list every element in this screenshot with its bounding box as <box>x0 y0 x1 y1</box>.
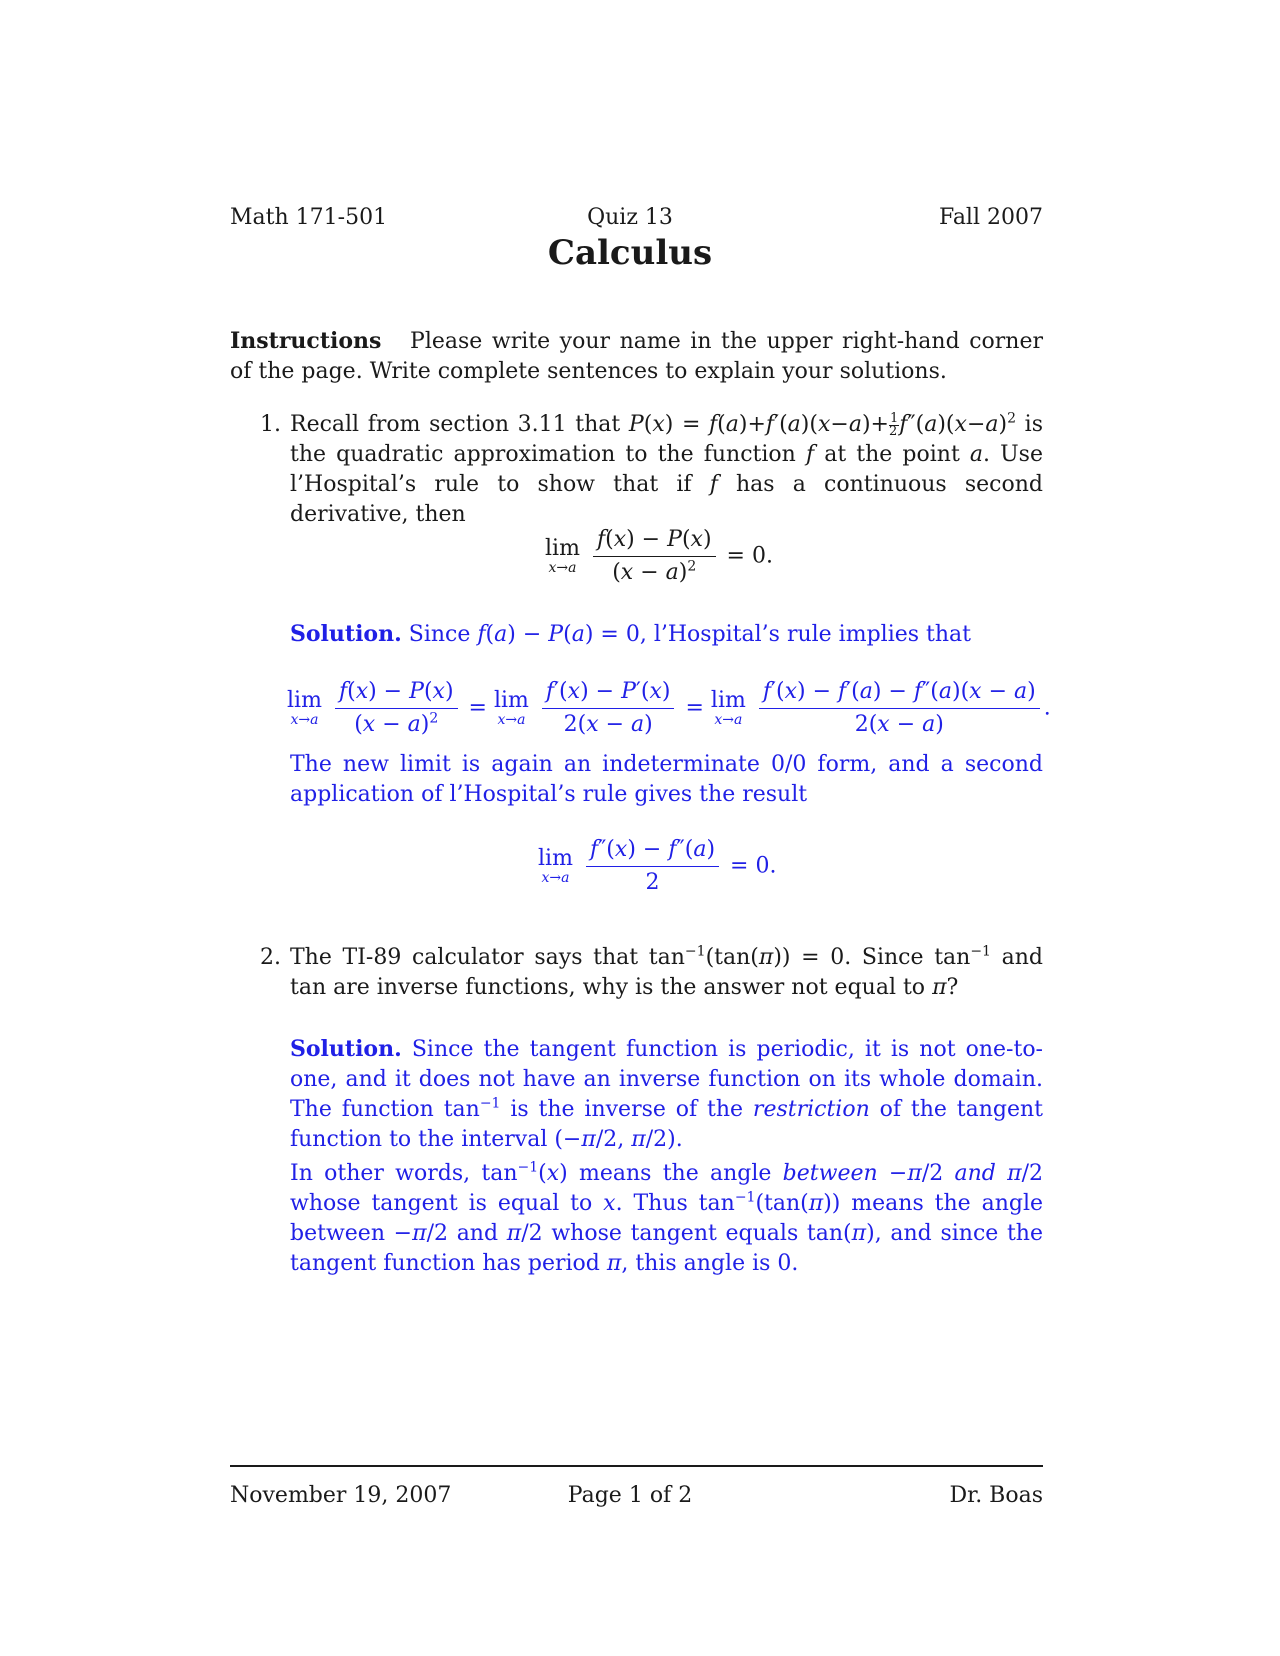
solution-2-paragraph-2: In other words, $\tan^{-1}(x)$ means the angle between −π/2 and π/2 whose tangent is equal to x. Thus $\tan^{-1}(\tan(\pi))$ means the angle between −π/2 and π/2 whose tangent equals tan(π), and since the tangent function has period π, this angle is 0. <box>290 1159 1044 1276</box>
solution-1-intro: Solution. Since f(a) − P(a) = 0, l’Hospital’s rule implies that <box>290 621 972 647</box>
solution-2-p2-d: Thus <box>633 1191 688 1216</box>
solution-2-p2-c: whose tangent is equal to <box>290 1191 593 1216</box>
problem-2-text-a: The TI-89 calculator says that <box>290 945 639 970</box>
instructions-label: Instructions <box>230 328 382 354</box>
problem-1-text-a: Recall from section 3.11 that <box>290 412 621 437</box>
solution-2-p1-b: is the inverse of the <box>510 1097 744 1122</box>
solution-2-p2-b: means the angle <box>579 1161 772 1186</box>
solution-2-p2-i: , this angle is 0. <box>621 1251 799 1276</box>
footer-divider <box>230 1465 1043 1467</box>
footer-page-number: Page 1 of 2 <box>567 1483 693 1508</box>
solution-1-text-c: The new limit is again an indeterminate 0/0 form, and a second application of l’Hospital’s rule gives the result <box>290 752 1043 807</box>
problem-2-text-b: Since <box>861 945 924 970</box>
instructions-text: Please write your name in the upper right-hand corner of the page. Write complete sentences to explain your solutions. <box>230 329 1043 384</box>
solution-2-p2-a: In other words, <box>290 1161 471 1186</box>
solution-1-label: Solution. <box>290 621 402 647</box>
course-label: Math 171-501 <box>230 205 388 230</box>
problem-1-text-d: . Use l’Hospital’s rule to show that if <box>290 442 1043 497</box>
solution-2-p1-a: Since the tangent function is periodic, it is not one-to-one, and it does not have an inverse function on its whole domain. The function <box>290 1037 1043 1122</box>
solution-1-equation-chain: lim x→a $\frac{f(x) - P(x)}{(x - a)^2}$ = lim x→a $\frac{f'(x) - P'(x)}{2(x - a)}$ = lim x→a $\frac{f'(x) - f'(a) - f''(a)(x - a)}{2(x - a)}$ . <box>287 679 1051 737</box>
solution-2-p2-g: whose tangent equals <box>551 1221 799 1246</box>
solution-2-p2-italic-between: between <box>782 1161 878 1186</box>
solution-2-p1-c: of the tangent function to the interval <box>290 1097 1044 1152</box>
solution-2-paragraph-1: Solution. Since the tangent function is periodic, it is not one-to-one, and it does not have an inverse function on its whole domain. The function $\tan^{-1}$ is the inverse of the restriction of the tangent function to the interval (−π/2, π/2). <box>290 1036 1044 1152</box>
problem-2-statement: The TI-89 calculator says that $\tan^{-1}(\tan(\pi)) = 0$. Since $\tan^{-1}$ and tan are inverse functions, why is the answer not equal to π? <box>290 943 1044 1000</box>
page-title: Calculus <box>547 233 713 273</box>
problem-2-number: 2. <box>260 945 281 970</box>
equation-limit-zero: lim x→a $\frac{f(x) - P(x)}{(x - a)^2}$ = 0. <box>545 527 773 585</box>
solution-2-p1-italic: restriction <box>752 1097 870 1122</box>
term-label: Fall 2007 <box>939 205 1043 230</box>
problem-1-statement: Recall from section 3.11 that P(x) = f(a)+f′(a)(x−a)+ $\frac{1}{2}$ $f''(a)(x-a)^2$ is the quadratic approximation to the function f at the point a. Use l’Hospital’s rule to show that if f has a continuous second derivative, then <box>290 410 1043 527</box>
footer-author: Dr. Boas <box>949 1483 1043 1508</box>
solution-1-text-a: Since <box>408 622 471 647</box>
problem-1-text-b: is the quadratic approximation to the function <box>290 412 1043 467</box>
solution-2-p2-e: means the angle between <box>290 1191 1044 1246</box>
solution-1-final-equation: lim x→a $\frac{f''(x) - f''(a)}{2}$ = 0. <box>538 837 777 895</box>
problem-1-text-c: at the point <box>824 442 960 467</box>
solution-2-p2-h: , and since the tangent function has period <box>290 1221 1043 1276</box>
problem-1-number: 1. <box>260 412 281 437</box>
quadratic-approx-formula: P <box>628 412 644 437</box>
solution-2-label: Solution. <box>290 1036 402 1062</box>
footer-date: November 19, 2007 <box>230 1483 452 1508</box>
quiz-label: Quiz 13 <box>587 205 673 230</box>
instructions-block <box>230 326 1043 387</box>
solution-2-p2-italic-and: and <box>954 1161 996 1186</box>
problem-1-text-e: has a continuous second derivative, then <box>290 472 1043 527</box>
solution-1-text-b: l’Hospital’s rule implies that <box>653 622 972 647</box>
solution-2-p2-f: and <box>456 1221 499 1246</box>
problem-2-text-c: and tan are inverse functions, why is the answer not equal to <box>290 945 1044 1000</box>
